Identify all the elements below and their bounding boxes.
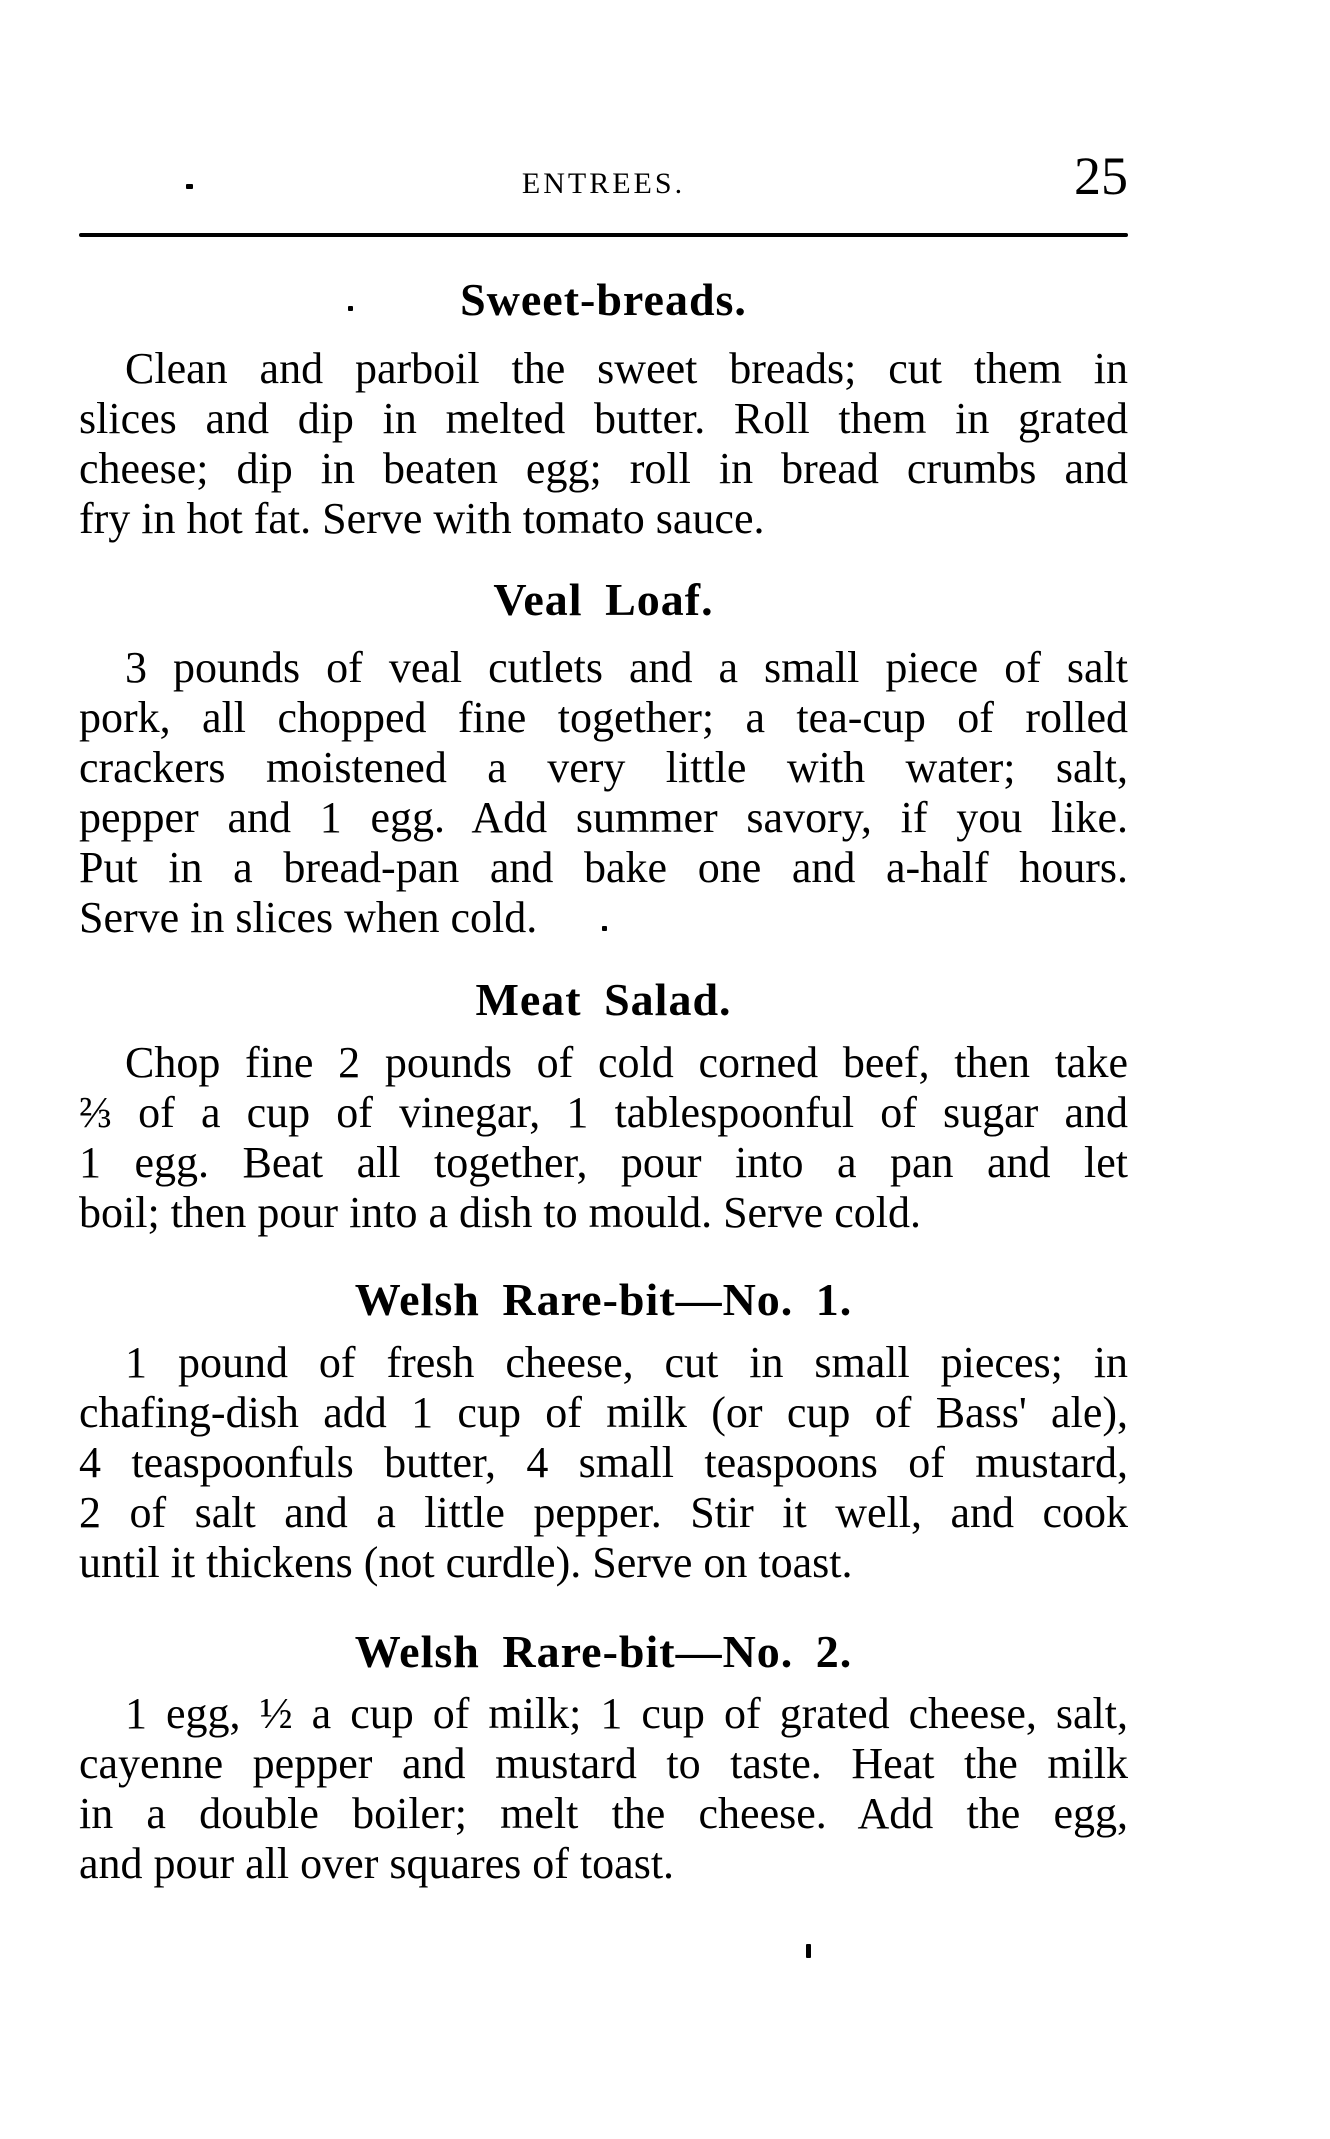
running-title: ENTREES. xyxy=(521,167,686,200)
recipe-title: Veal Loaf. xyxy=(493,574,714,625)
recipe-title: Welsh Rare-bit—No. 2. xyxy=(354,1626,853,1677)
text-line: 2 of salt and a little pepper. Stir it well, and cook xyxy=(79,1488,1128,1537)
header-rule xyxy=(79,233,1128,237)
text-line: Chop fine 2 pounds of cold corned beef, then take xyxy=(125,1038,1128,1087)
recipe-paragraph xyxy=(79,1689,1128,1889)
text-line: 1 pound of fresh cheese, cut in small pieces; in xyxy=(125,1338,1128,1387)
text-line: in a double boiler; melt the cheese. Add the egg, xyxy=(79,1789,1128,1838)
text-line: chafing-dish add 1 cup of milk (or cup of Bass' ale), xyxy=(79,1388,1128,1437)
text-line: and pour all over squares of toast. xyxy=(79,1839,675,1888)
text-line: cheese; dip in beaten egg; roll in bread crumbs and xyxy=(79,444,1128,493)
recipe-paragraph xyxy=(79,1338,1128,1588)
text-line: 1 egg. Beat all together, pour into a pan and let xyxy=(79,1138,1128,1187)
recipe-title: Meat Salad. xyxy=(475,974,732,1025)
text-line: until it thickens (not curdle). Serve on toast. xyxy=(79,1538,853,1587)
text-line: slices and dip in melted butter. Roll them in grated xyxy=(79,394,1128,443)
text-line: Put in a bread-pan and bake one and a-half hours. xyxy=(79,843,1128,892)
text-line: Serve in slices when cold. xyxy=(79,893,538,942)
text-line: fry in hot fat. Serve with tomato sauce. xyxy=(79,494,765,543)
recipe-title: Welsh Rare-bit—No. 1. xyxy=(354,1274,853,1325)
text-line: crackers moistened a very little with water; salt, xyxy=(79,743,1128,792)
recipe-paragraph xyxy=(79,344,1128,544)
text-line: boil; then pour into a dish to mould. Serve cold. xyxy=(79,1188,922,1237)
ink-speck xyxy=(806,1944,811,1958)
text-line: Clean and parboil the sweet breads; cut them in xyxy=(125,344,1128,393)
recipe-title: Sweet-breads. xyxy=(460,274,747,325)
page-number: 25 xyxy=(1074,146,1128,206)
text-line: 1 egg, ½ a cup of milk; 1 cup of grated cheese, salt, xyxy=(125,1689,1128,1738)
text-line: pepper and 1 egg. Add summer savory, if you like. xyxy=(79,793,1128,842)
text-line: ⅔ of a cup of vinegar, 1 tablespoonful of sugar and xyxy=(79,1088,1128,1137)
ink-speck xyxy=(186,184,193,189)
text-line: 3 pounds of veal cutlets and a small piece of salt xyxy=(125,643,1128,692)
recipe-paragraph xyxy=(79,1038,1128,1238)
text-line: pork, all chopped fine together; a tea-cup of rolled xyxy=(79,693,1128,742)
text-line: cayenne pepper and mustard to taste. Heat the milk xyxy=(79,1739,1128,1788)
text-line: 4 teaspoonfuls butter, 4 small teaspoons of mustard, xyxy=(79,1438,1128,1487)
recipe-paragraph xyxy=(79,643,1128,943)
